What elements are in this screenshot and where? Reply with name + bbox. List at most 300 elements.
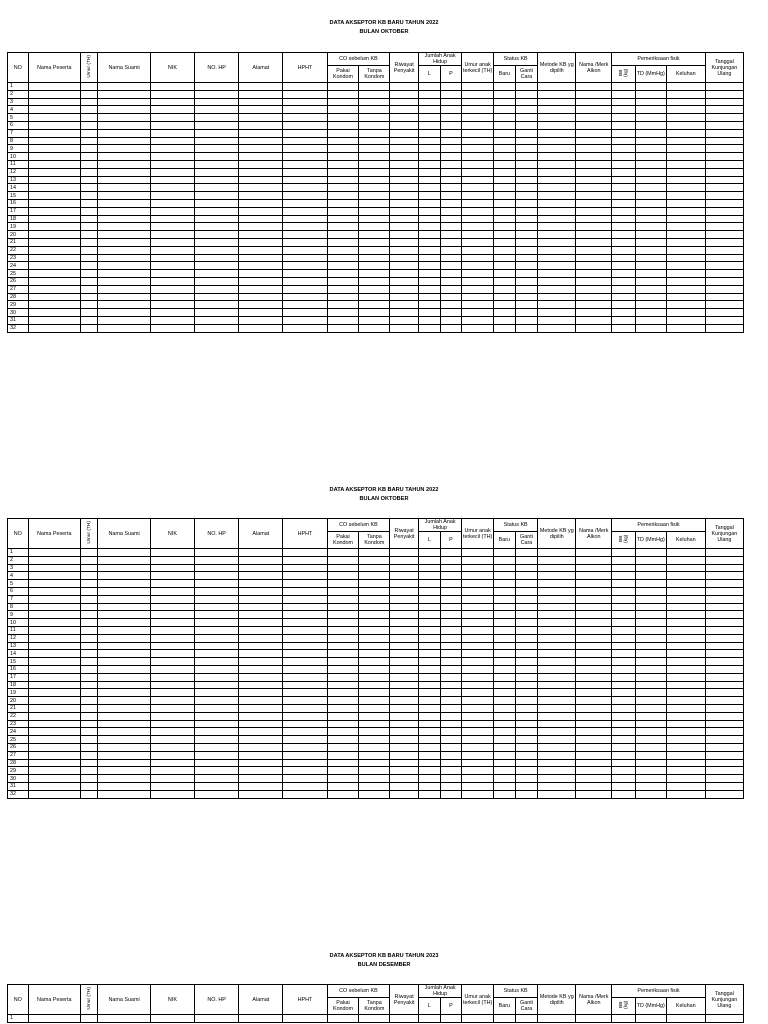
table-cell: [28, 634, 80, 642]
table-cell: [538, 121, 576, 129]
table-cell: [239, 790, 283, 798]
table-cell: [98, 270, 150, 278]
table-cell: [538, 129, 576, 137]
table-row: [8, 650, 744, 658]
table-cell: [359, 293, 390, 301]
table-cell: [195, 121, 239, 129]
table-cell: [80, 626, 97, 634]
table-cell: [98, 611, 150, 619]
table-cell: [98, 650, 150, 658]
table-cell: [239, 293, 283, 301]
table-cell: [576, 782, 612, 790]
table-cell: [359, 121, 390, 129]
table-cell: [666, 184, 705, 192]
table-cell: [494, 324, 516, 332]
table-cell: [390, 634, 419, 642]
table-cell: [359, 114, 390, 122]
table-cell: [327, 121, 359, 129]
table-cell: [28, 176, 80, 184]
table-cell: [150, 564, 194, 572]
table-cell: [576, 626, 612, 634]
table-cell: [705, 743, 743, 751]
table-cell: [612, 626, 636, 634]
table-cell: [635, 658, 666, 666]
table-cell: [635, 153, 666, 161]
table-cell: [327, 199, 359, 207]
table-cell: [98, 720, 150, 728]
table-cell: [515, 98, 538, 106]
table-cell: [705, 1015, 743, 1023]
table-cell: [538, 137, 576, 145]
table-cell: [538, 1015, 576, 1023]
table-cell: [390, 215, 419, 223]
table-cell: [150, 246, 194, 254]
table-cell: [283, 603, 327, 611]
table-cell: [635, 673, 666, 681]
table-cell: [98, 277, 150, 285]
table-cell: [538, 223, 576, 231]
table-cell: [419, 215, 441, 223]
table-cell: [390, 556, 419, 564]
table-cell: [576, 309, 612, 317]
table-cell: [612, 98, 636, 106]
table-cell: [239, 751, 283, 759]
table-cell: [440, 223, 462, 231]
table-cell: [705, 611, 743, 619]
row-number: 28: [8, 759, 29, 767]
table-cell: [440, 184, 462, 192]
table-cell: [239, 587, 283, 595]
table-cell: [195, 720, 239, 728]
table-cell: [515, 549, 538, 557]
table-cell: [440, 619, 462, 627]
table-cell: [390, 301, 419, 309]
table-cell: [576, 324, 612, 332]
table-cell: [327, 246, 359, 254]
table-cell: [440, 176, 462, 184]
table-cell: [28, 775, 80, 783]
table-cell: [462, 277, 494, 285]
section-title: DATA AKSEPTOR KB BARU TAHUN 2022: [329, 487, 439, 493]
table-row: [8, 689, 744, 697]
table-cell: [635, 704, 666, 712]
table-cell: [538, 316, 576, 324]
table-cell: [239, 650, 283, 658]
table-cell: [390, 704, 419, 712]
table-cell: [538, 580, 576, 588]
table-cell: [538, 634, 576, 642]
table-cell: [150, 83, 194, 91]
table-cell: [150, 603, 194, 611]
row-number: 24: [8, 262, 29, 270]
table-cell: [705, 231, 743, 239]
table-cell: [390, 137, 419, 145]
table-cell: [150, 658, 194, 666]
table-cell: [283, 572, 327, 580]
table-cell: [494, 580, 516, 588]
table-cell: [576, 767, 612, 775]
table-cell: [80, 90, 97, 98]
table-cell: [195, 215, 239, 223]
table-cell: [150, 270, 194, 278]
table-cell: [390, 1015, 419, 1023]
table-cell: [80, 114, 97, 122]
table-cell: [80, 775, 97, 783]
table-cell: [359, 619, 390, 627]
table-cell: [28, 736, 80, 744]
table-cell: [28, 199, 80, 207]
table-cell: [440, 650, 462, 658]
table-cell: [612, 254, 636, 262]
table-cell: [239, 215, 283, 223]
table-cell: [515, 160, 538, 168]
table-cell: [576, 665, 612, 673]
table-cell: [494, 121, 516, 129]
table-cell: [612, 549, 636, 557]
header-metode-kb: Metode KB yg dipilih: [538, 519, 576, 549]
table-cell: [28, 619, 80, 627]
table-cell: [419, 751, 441, 759]
table-cell: [705, 114, 743, 122]
table-cell: [98, 658, 150, 666]
table-cell: [98, 231, 150, 239]
table-cell: [462, 720, 494, 728]
table-cell: [494, 743, 516, 751]
row-number: 26: [8, 277, 29, 285]
row-number: 19: [8, 689, 29, 697]
table-cell: [28, 712, 80, 720]
table-cell: [635, 556, 666, 564]
table-cell: [515, 277, 538, 285]
table-cell: [419, 603, 441, 611]
table-cell: [239, 129, 283, 137]
table-cell: [283, 121, 327, 129]
table-cell: [195, 129, 239, 137]
table-cell: [612, 759, 636, 767]
table-cell: [359, 262, 390, 270]
table-cell: [635, 114, 666, 122]
header-nama-peserta: Nama Peserta: [28, 985, 80, 1015]
table-cell: [80, 720, 97, 728]
table-cell: [440, 238, 462, 246]
table-cell: [666, 595, 705, 603]
table-cell: [494, 129, 516, 137]
row-number: 32: [8, 324, 29, 332]
table-cell: [390, 106, 419, 114]
table-cell: [419, 736, 441, 744]
table-cell: [359, 658, 390, 666]
table-cell: [98, 689, 150, 697]
table-cell: [390, 309, 419, 317]
table-cell: [494, 316, 516, 324]
header-nama-suami: Nama Suami: [98, 985, 150, 1015]
table-cell: [359, 192, 390, 200]
table-cell: [327, 743, 359, 751]
table-cell: [515, 611, 538, 619]
table-cell: [239, 98, 283, 106]
table-cell: [239, 254, 283, 262]
table-cell: [515, 775, 538, 783]
table-cell: [80, 246, 97, 254]
table-cell: [390, 790, 419, 798]
header-hpht: HPHT: [283, 985, 327, 1015]
table-cell: [359, 634, 390, 642]
table-cell: [239, 673, 283, 681]
table-cell: [462, 728, 494, 736]
table-cell: [283, 199, 327, 207]
table-cell: [390, 689, 419, 697]
table-cell: [98, 673, 150, 681]
table-cell: [359, 759, 390, 767]
table-cell: [440, 83, 462, 91]
table-cell: [494, 681, 516, 689]
table-cell: [359, 160, 390, 168]
table-cell: [419, 324, 441, 332]
table-cell: [705, 619, 743, 627]
row-number: 23: [8, 720, 29, 728]
table-cell: [80, 650, 97, 658]
table-cell: [98, 1015, 150, 1023]
table-cell: [239, 270, 283, 278]
table-cell: [538, 720, 576, 728]
table-cell: [419, 301, 441, 309]
table-cell: [494, 168, 516, 176]
header-umur: [80, 519, 97, 549]
table-row: [8, 790, 744, 798]
table-cell: [98, 790, 150, 798]
table-cell: [440, 736, 462, 744]
table-cell: [150, 114, 194, 122]
table-cell: [515, 254, 538, 262]
header-tanggal-kunjungan: Tanggal Kunjungan Ulang: [705, 53, 743, 83]
header-riwayat-penyakit: Riwayat Penyakit: [390, 519, 419, 549]
table-cell: [150, 681, 194, 689]
table-cell: [538, 168, 576, 176]
header-umur-text: Umur (TH): [86, 521, 92, 544]
table-cell: [327, 619, 359, 627]
table-cell: [327, 309, 359, 317]
table-cell: [635, 145, 666, 153]
table-cell: [327, 556, 359, 564]
table-cell: [359, 697, 390, 705]
table-cell: [419, 611, 441, 619]
table-cell: [327, 192, 359, 200]
table-cell: [494, 285, 516, 293]
table-cell: [98, 192, 150, 200]
table-cell: [150, 595, 194, 603]
table-cell: [494, 658, 516, 666]
table-cell: [390, 316, 419, 324]
table-row: [8, 587, 744, 595]
header-no-hp: NO. HP: [195, 985, 239, 1015]
table-cell: [538, 98, 576, 106]
table-cell: [419, 767, 441, 775]
table-cell: [705, 626, 743, 634]
table-cell: [283, 1015, 327, 1023]
table-cell: [666, 106, 705, 114]
table-cell: [494, 238, 516, 246]
table-cell: [98, 704, 150, 712]
table-cell: [612, 704, 636, 712]
table-cell: [359, 626, 390, 634]
table-cell: [390, 98, 419, 106]
table-cell: [462, 587, 494, 595]
table-cell: [150, 207, 194, 215]
table-cell: [612, 767, 636, 775]
table-row: [8, 192, 744, 200]
header-umur-text: Umur (TH): [86, 55, 92, 78]
table-cell: [327, 114, 359, 122]
table-cell: [612, 90, 636, 98]
table-cell: [419, 642, 441, 650]
table-cell: [440, 790, 462, 798]
row-number: 4: [8, 106, 29, 114]
table-cell: [239, 160, 283, 168]
table-cell: [635, 262, 666, 270]
table-cell: [359, 549, 390, 557]
table-cell: [440, 743, 462, 751]
table-cell: [390, 673, 419, 681]
table-row: [8, 238, 744, 246]
table-cell: [239, 549, 283, 557]
table-cell: [666, 712, 705, 720]
table-cell: [538, 611, 576, 619]
table-cell: [28, 254, 80, 262]
header-jumlah-anak-hidup: Jumlah Anak Hidup: [419, 519, 462, 532]
table-row: [8, 83, 744, 91]
table-cell: [705, 782, 743, 790]
table-cell: [440, 681, 462, 689]
table-cell: [666, 238, 705, 246]
table-cell: [612, 129, 636, 137]
data-table-2: [7, 518, 744, 799]
table-cell: [80, 619, 97, 627]
table-cell: [390, 184, 419, 192]
table-cell: [612, 642, 636, 650]
header-nik: NIK: [150, 519, 194, 549]
table-row: [8, 634, 744, 642]
table-cell: [283, 743, 327, 751]
table-cell: [390, 736, 419, 744]
table-cell: [327, 316, 359, 324]
header-bb: [612, 998, 636, 1015]
header-keluhan: Keluhan: [666, 532, 705, 549]
table-cell: [635, 160, 666, 168]
table-cell: [195, 603, 239, 611]
table-cell: [327, 301, 359, 309]
table-cell: [612, 83, 636, 91]
row-number: 15: [8, 658, 29, 666]
header-nama-peserta: Nama Peserta: [28, 519, 80, 549]
table-cell: [612, 262, 636, 270]
table-cell: [80, 634, 97, 642]
table-cell: [705, 98, 743, 106]
table-cell: [359, 324, 390, 332]
table-cell: [705, 145, 743, 153]
table-cell: [612, 775, 636, 783]
table-cell: [98, 98, 150, 106]
table-cell: [195, 595, 239, 603]
row-number: 16: [8, 199, 29, 207]
table-row: [8, 549, 744, 557]
table-cell: [576, 160, 612, 168]
table-cell: [612, 309, 636, 317]
table-cell: [666, 207, 705, 215]
table-cell: [515, 743, 538, 751]
table-cell: [612, 603, 636, 611]
table-cell: [98, 775, 150, 783]
table-cell: [666, 673, 705, 681]
table-cell: [283, 790, 327, 798]
table-cell: [515, 712, 538, 720]
table-cell: [419, 168, 441, 176]
table-cell: [80, 704, 97, 712]
table-cell: [195, 309, 239, 317]
table-cell: [419, 587, 441, 595]
table-cell: [705, 634, 743, 642]
table-cell: [419, 720, 441, 728]
table-cell: [666, 580, 705, 588]
header-jumlah-anak-hidup: Jumlah Anak Hidup: [419, 53, 462, 66]
table-cell: [462, 595, 494, 603]
row-number: 2: [8, 90, 29, 98]
table-cell: [150, 160, 194, 168]
table-cell: [80, 658, 97, 666]
table-cell: [666, 285, 705, 293]
table-cell: [635, 270, 666, 278]
table-cell: [635, 642, 666, 650]
header-tanpa-kondom: Tanpa Kondom: [359, 532, 390, 549]
table-cell: [390, 90, 419, 98]
table-cell: [462, 603, 494, 611]
table-cell: [327, 83, 359, 91]
table-cell: [327, 689, 359, 697]
table-cell: [705, 160, 743, 168]
table-cell: [515, 673, 538, 681]
table-cell: [195, 564, 239, 572]
table-cell: [515, 751, 538, 759]
table-cell: [612, 121, 636, 129]
table-cell: [538, 176, 576, 184]
table-cell: [98, 587, 150, 595]
table-cell: [327, 90, 359, 98]
table-cell: [419, 207, 441, 215]
table-cell: [195, 316, 239, 324]
table-cell: [462, 114, 494, 122]
table-cell: [494, 277, 516, 285]
table-cell: [705, 704, 743, 712]
table-cell: [462, 90, 494, 98]
table-cell: [28, 309, 80, 317]
table-cell: [28, 564, 80, 572]
header-ganti-cara: Ganti Cara: [515, 66, 538, 83]
table-cell: [195, 168, 239, 176]
table-cell: [666, 270, 705, 278]
header-umur-anak-terkecil: Umur anak terkecil (TH): [462, 53, 494, 83]
table-cell: [515, 626, 538, 634]
table-cell: [515, 192, 538, 200]
table-cell: [440, 277, 462, 285]
table-cell: [98, 90, 150, 98]
table-cell: [612, 223, 636, 231]
header-metode-kb: Metode KB yg dipilih: [538, 985, 576, 1015]
table-cell: [538, 767, 576, 775]
table-cell: [283, 192, 327, 200]
table-cell: [612, 238, 636, 246]
table-cell: [239, 207, 283, 215]
row-number: 17: [8, 207, 29, 215]
table-cell: [359, 168, 390, 176]
